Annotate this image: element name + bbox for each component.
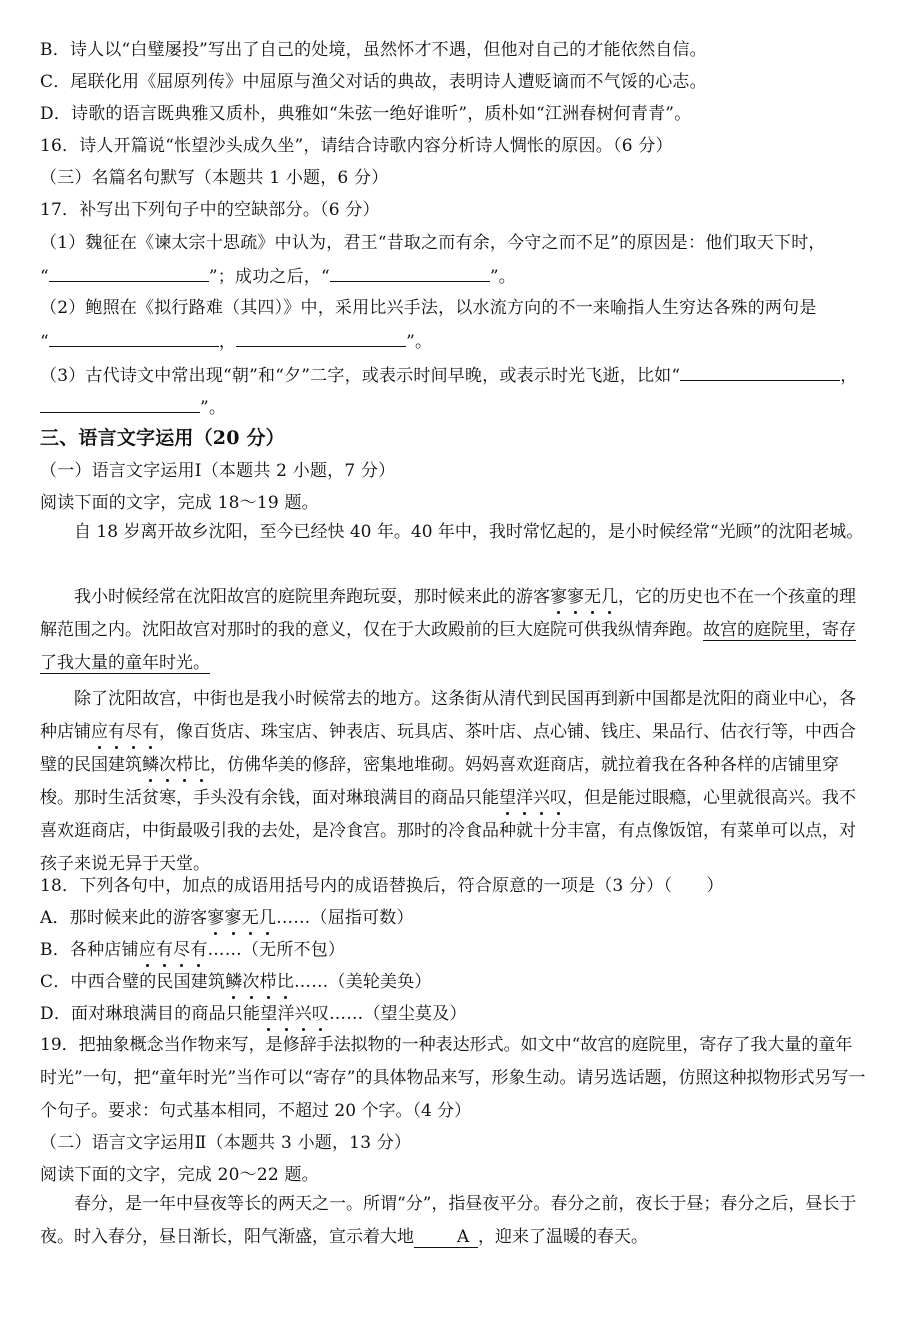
q15-option-b: B．诗人以“白璧屡投”写出了自己的处境，虽然怀才不遇，但他对自己的才能依然自信。 <box>40 40 707 60</box>
p2-text-a: 我小时候经常在沈阳故宫的庭院里奔跑玩耍，那时候来此的游客 <box>74 587 550 607</box>
q16-question: 16．诗人开篇说“怅望沙头成久坐”，请结合诗歌内容分析诗人惆怅的原因。（6 分） <box>40 136 673 156</box>
part3-sub2-title: （二）语言文字运用Ⅱ（本题共 3 小题，13 分） <box>40 1133 412 1153</box>
opt-a-pre: A．那时候来此的游客 <box>40 908 208 928</box>
opt-c-dotted: 鳞次栉比 <box>225 972 295 992</box>
p3-text-a: 除了沈阳故宫，中街也是我小时候常去的地方。这条街从清代到民国再到新中国都是沈阳的商业中心，各种店铺 <box>40 689 856 742</box>
p3-text-c: ，仿佛华美的修辞，密集地堆砌。妈妈喜欢逛商店，就拉着我在各种各样的店铺里穿梭。那时生活贫寒，手头没有余钱，面对琳琅满目的商品只能 <box>40 755 839 808</box>
opt-c-post: ……（美轮美奂） <box>294 972 432 992</box>
quote-open: “ <box>40 267 49 287</box>
opt-b-post: ……（无所不包） <box>207 940 346 960</box>
q17-part1-mid: ”；成功之后，“ <box>208 267 330 287</box>
q15-option-c: C．尾联化用《屈原列传》中屈原与渔父对话的典故，表明诗人遭贬谪而不气馁的心志。 <box>40 72 707 92</box>
underlined-sentence: 故宫的庭院里，寄存了我大量的童年时光。 <box>40 620 856 673</box>
q17-part3-line1 <box>40 362 868 388</box>
q18-option-d[interactable] <box>40 1002 868 1026</box>
q18-option-b[interactable] <box>40 938 868 962</box>
passage2-text-b: ，迎来了温暖的春天。 <box>478 1227 648 1247</box>
quote-close: ”。 <box>200 398 227 418</box>
q17-blank-3[interactable] <box>49 328 219 347</box>
q17-blank-5[interactable] <box>680 362 840 381</box>
quote-close: ”。 <box>406 332 433 352</box>
reading-instruction-2: 阅读下面的文字，完成 20～22 题。 <box>40 1165 319 1185</box>
q17-blank-4[interactable] <box>236 328 406 347</box>
passage1-paragraph3 <box>40 683 868 881</box>
q17-part3-text: （3）古代诗文中常出现“朝”和“夕”二字，或表示时间早晚，或表示时光飞逝，比如“ <box>40 366 681 386</box>
p2-text-b: ，它的历史也不在一个孩童的理解范围之内。沈阳故宫对那时的我的意义，仅在于大政殿前的巨大庭院可供我纵情奔跑。 <box>40 587 856 640</box>
dotted-idiom-liaoliaowuji: 寥寥无几 <box>550 587 618 607</box>
part3-sub1-title: （一）语言文字运用Ⅰ（本题共 2 小题，7 分） <box>40 461 396 481</box>
opt-d-pre: D．面对琳琅满目的商品只能 <box>40 1004 261 1024</box>
q17-part1-line1: （1）魏征在《谏太宗十思疏》中认为，君王“昔取之而有余，今守之而不足”的原因是：他们取天下时， <box>40 233 826 253</box>
passage1-paragraph1: 自 18 岁离开故乡沈阳，至今已经快 40 年。40 年中，我时常忆起的，是小时候经常“光顾”的沈阳老城。 <box>74 522 864 542</box>
opt-d-post: ……（望尘莫及） <box>329 1004 467 1024</box>
q17-part3-line2 <box>40 394 868 420</box>
q17-part3-comma: ， <box>840 366 858 386</box>
q19-question: 19．把抽象概念当作物来写，是修辞手法拟物的一种表达形式。如文中“故宫的庭院里，寄存了我大量的童年时光”一句，把“童年时光”当作可以“寄存”的具体物品来写，形象生动。请另选话题，仿照这种拟物形式另写一个句子。要求：句式基本相同，不超过 20 个字。（4 分） <box>40 1035 866 1121</box>
opt-b-pre: B．各种店铺 <box>40 940 139 960</box>
q17-blank-2[interactable] <box>330 263 490 282</box>
part3-title: 三、语言文字运用（20 分） <box>40 427 285 449</box>
p3-text-d: ，但是能过眼瘾，心里就很高兴。我不喜欢逛商店，中街最吸引我的去处，是冷食宫。那时的冷食品种就十分丰富，有点像饭馆，有菜单可以点，对孩子来说无异于天堂。 <box>40 788 856 874</box>
q17-blank-1[interactable] <box>49 263 209 282</box>
dotted-idiom-lincizhibi: 鳞次栉比 <box>142 755 210 775</box>
q17-stem: 17．补写出下列句子中的空缺部分。（6 分） <box>40 200 380 220</box>
passage1-paragraph2 <box>40 581 868 680</box>
section-famous-lines-title: （三）名篇名句默写（本题共 1 小题，6 分） <box>40 168 389 188</box>
opt-d-dotted: 望洋兴叹 <box>260 1004 330 1024</box>
q15-option-d: D．诗歌的语言既典雅又质朴，典雅如“朱弦一绝好谁听”，质朴如“江洲春树何青青”。 <box>40 104 692 124</box>
reading-instruction-1: 阅读下面的文字，完成 18～19 题。 <box>40 493 319 513</box>
dotted-idiom-wangyangxingtan: 望洋兴叹 <box>499 788 567 808</box>
passage2-text-a: 春分，是一年中昼夜等长的两天之一。所谓“分”，指昼夜平分。春分之前，夜长于昼；春分之后，昼长于夜。时入春分，昼日渐长，阳气渐盛，宣示着大地 <box>40 1194 857 1247</box>
blank-a[interactable]: A <box>414 1227 478 1248</box>
dotted-idiom-yingyoujinyou: 应有尽有 <box>91 722 159 742</box>
q17-part1-line2 <box>40 263 868 289</box>
q17-part2-line1: （2）鲍照在《拟行路难（其四）》中，采用比兴手法，以水流方向的不一来喻指人生穷达各殊的两句是 <box>40 298 817 318</box>
quote-open: “ <box>40 332 49 352</box>
q17-blank-6[interactable] <box>40 394 200 413</box>
opt-a-dotted: 寥寥无几 <box>207 908 277 928</box>
quote-close: ”。 <box>489 267 516 287</box>
opt-a-post: ……（屈指可数） <box>276 908 414 928</box>
q18-option-a[interactable] <box>40 906 868 930</box>
opt-b-dotted: 应有尽有 <box>138 940 208 960</box>
q17-part2-line2 <box>40 328 868 354</box>
q17-part2-mid: ， <box>218 332 237 352</box>
opt-c-pre: C．中西合璧的民国建筑 <box>40 972 226 992</box>
q18-stem: 18．下列各句中，加点的成语用括号内的成语替换后，符合原意的一项是（3 分）（ ） <box>40 876 724 896</box>
passage2-paragraph1 <box>40 1188 868 1254</box>
q18-option-c[interactable] <box>40 970 868 994</box>
p3-text-b: ，像百货店、珠宝店、钟表店、玩具店、茶叶店、点心铺、钱庄、果品行、估衣行等，中西合璧的民国建筑 <box>40 722 856 775</box>
